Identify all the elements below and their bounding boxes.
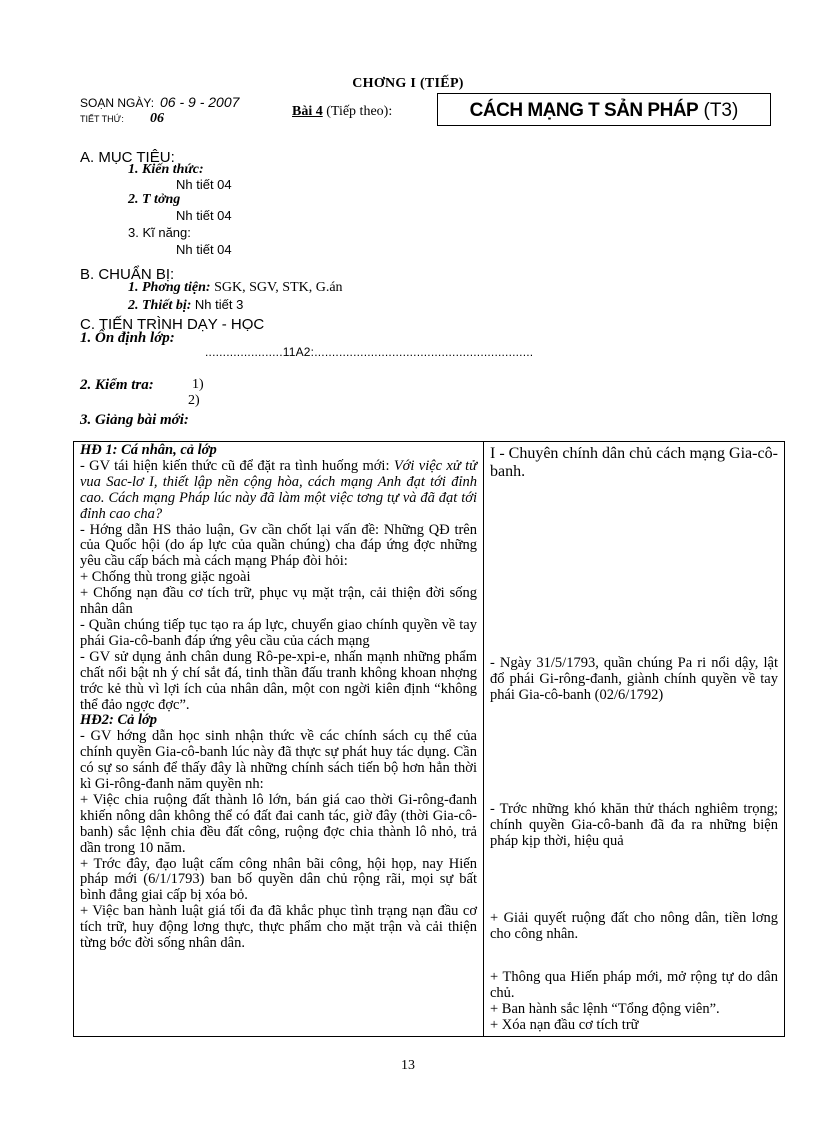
- bai-label: Bài 4: [292, 104, 323, 119]
- hd1-paragraph: - Quần chúng tiếp tục tạo ra áp lực, chuyển giao chính quyền về tay phái Gia-cô-banh đáp ứng yêu cầu của cách mạng: [80, 616, 477, 649]
- tiet-thu-label: TIẾT THỨ:: [80, 114, 124, 124]
- prep-item-1-value: SGK, SGV, STK, G.án: [214, 280, 343, 295]
- objective-1-content: Nh tiết 04: [176, 177, 232, 192]
- soan-ngay-label: SOẠN NGÀY:: [80, 96, 155, 110]
- teacher-activities-cell: [74, 442, 484, 1037]
- prep-item-1: [128, 280, 343, 296]
- on-dinh-label: 1. Ổn định lớp:: [80, 330, 175, 346]
- hd1-paragraph: - Hớng dẫn HS thảo luận, Gv cần chốt lại vấn đề: Những QĐ trên của Quốc hội (do áp lực của quần chúng) cha đáp ứng đợc những yêu cầu cấp bách mà cách mạng Pháp đòi hỏi:: [80, 521, 477, 570]
- hd1-intro: [80, 459, 477, 523]
- objective-3-label: 3. Kĩ năng:: [128, 225, 191, 240]
- hd2-paragraph: + Trớc đây, đạo luật cấm công nhân bãi công, hội họp, nay Hiến pháp mới (6/1/1793) ban bố quyền dân chủ rộng rãi, mọi sự bất bình đẳng giai cấp bị xóa bỏ.: [80, 855, 477, 904]
- objective-2-label: 2. T tởng: [128, 192, 181, 207]
- hd2-paragraph: + Việc ban hành luật giá tối đa đã khắc phục tình trạng nạn đầu cơ tích trữ, huy động lơng thực, thực phẩm cho mặt trận và cải thiện từng bớc đời sống nhân dân.: [80, 903, 477, 952]
- check-item-1: 1): [192, 377, 204, 392]
- content-paragraph: + Xóa nạn đầu cơ tích trữ: [490, 1016, 639, 1033]
- giang-bai-label: 3. Giảng bài mới:: [80, 412, 189, 428]
- prep-item-2-label: 2. Thiết bị:: [128, 298, 192, 313]
- hd1-heading: HĐ 1: Cá nhân, cả lớp: [80, 442, 217, 458]
- hd1-intro-question: Với việc xử tử vua Sac-lơ I, thiết lập nền cộng hòa, cách mạng Anh đạt tới đỉnh cao. Cách mạng Pháp lúc này đã làm một việc tơng tự và đã đạt tới đỉnh cao cha?: [80, 457, 478, 522]
- content-paragraph: - Trớc những khó khăn thử thách nghiêm trọng; chính quyền Gia-cô-banh đã đa ra những biện pháp kịp thời, hiệu quả: [490, 800, 778, 849]
- hd2-paragraph: - GV hớng dẫn học sinh nhận thức về các chính sách cụ thể của chính quyền Gia-cô-banh lúc này đã thực sự phát huy tác dụng. Cần có sự so sánh để thấy đây là những chính sách tiến bộ hơn hẳn thời kì Gi-rông-đanh năm quyền nh:: [80, 728, 477, 793]
- tiet-thu-value: 06: [150, 111, 164, 126]
- key-content-cell: [484, 442, 785, 1037]
- hd1-paragraph: + Chống nạn đầu cơ tích trữ, phục vụ mặt trận, cải thiện đời sống nhân dân: [80, 585, 477, 618]
- lesson-label: [292, 104, 392, 120]
- bai-suffix: (Tiếp theo):: [326, 104, 393, 119]
- objective-1-label: 1. Kiến thức:: [128, 162, 204, 177]
- objective-3-content: Nh tiết 04: [176, 242, 232, 257]
- hd2-paragraph: + Việc chia ruộng đất thành lô lớn, bán giá cao thời Gi-rông-đanh khiến nông dân không thể có đất đai canh tác, giờ đây (thời Gia-cô-banh) sắc lệnh chia đều đất công, ruộng đợc chia thành lô nhỏ, trả dần trong 10 năm.: [80, 791, 477, 856]
- objective-2-content: Nh tiết 04: [176, 208, 232, 223]
- prep-item-2: [128, 297, 243, 314]
- section-b-title: B. CHUẨN BỊ:: [80, 266, 175, 283]
- hd1-intro-plain: - GV tái hiện kiến thức cũ để đặt ra tình huống mới:: [80, 457, 390, 474]
- content-paragraph: + Giải quyết ruộng đất cho nông dân, tiền lơng cho công nhân.: [490, 910, 778, 943]
- lesson-activity-table: [73, 441, 785, 1037]
- hd1-paragraph: + Chống thù trong giặc ngoài: [80, 569, 251, 586]
- hd1-paragraph: - GV sử dụng ảnh chân dung Rô-pe-xpi-e, nhấn mạnh những phẩm chất nổi bật nh ý chí sắt đá, tinh thần đấu tranh không khoan nhợng trớc kẻ thù vì lợi ích của nhân dân, một con ngời kiên định “không thể đảo ngợc đợc”.: [80, 648, 477, 713]
- section-i-heading: I - Chuyên chính dân chủ cách mạng Gia-cô-banh.: [490, 445, 778, 480]
- content-paragraph: - Ngày 31/5/1793, quần chúng Pa ri nổi dậy, lật đổ phái Gi-rông-đanh, giành chính quyền về tay phái Gia-cô-banh (02/6/1792): [490, 655, 778, 703]
- content-paragraph: + Ban hành sắc lệnh “Tổng động viên”.: [490, 1001, 720, 1018]
- page-number: 13: [401, 1058, 415, 1073]
- soan-ngay-value: 06 - 9 - 2007: [160, 94, 240, 110]
- section-c-title: C. TIẾN TRÌNH DẠY - HỌC: [80, 316, 265, 333]
- check-item-2: 2): [188, 393, 200, 408]
- lesson-part: (T3): [703, 100, 739, 121]
- lesson-title: CÁCH MẠNG T SẢN PHÁP: [469, 100, 699, 121]
- prep-item-2-value: Nh tiết 3: [194, 297, 244, 312]
- prep-item-1-label: 1. Phơng tiện:: [128, 280, 211, 295]
- kiem-tra-label: 2. Kiểm tra:: [80, 377, 154, 393]
- chapter-heading: CHƠNG I (TIẾP): [352, 76, 464, 91]
- hd2-heading: HĐ2: Cả lớp: [80, 712, 158, 729]
- section-a-title: A. MỤC TIÊU:: [80, 149, 175, 166]
- class-line: ......................11A2:..............................................................: [205, 345, 534, 359]
- lesson-title-box: [437, 93, 771, 126]
- content-paragraph: + Thông qua Hiến pháp mới, mở rộng tự do dân chủ.: [490, 969, 778, 1002]
